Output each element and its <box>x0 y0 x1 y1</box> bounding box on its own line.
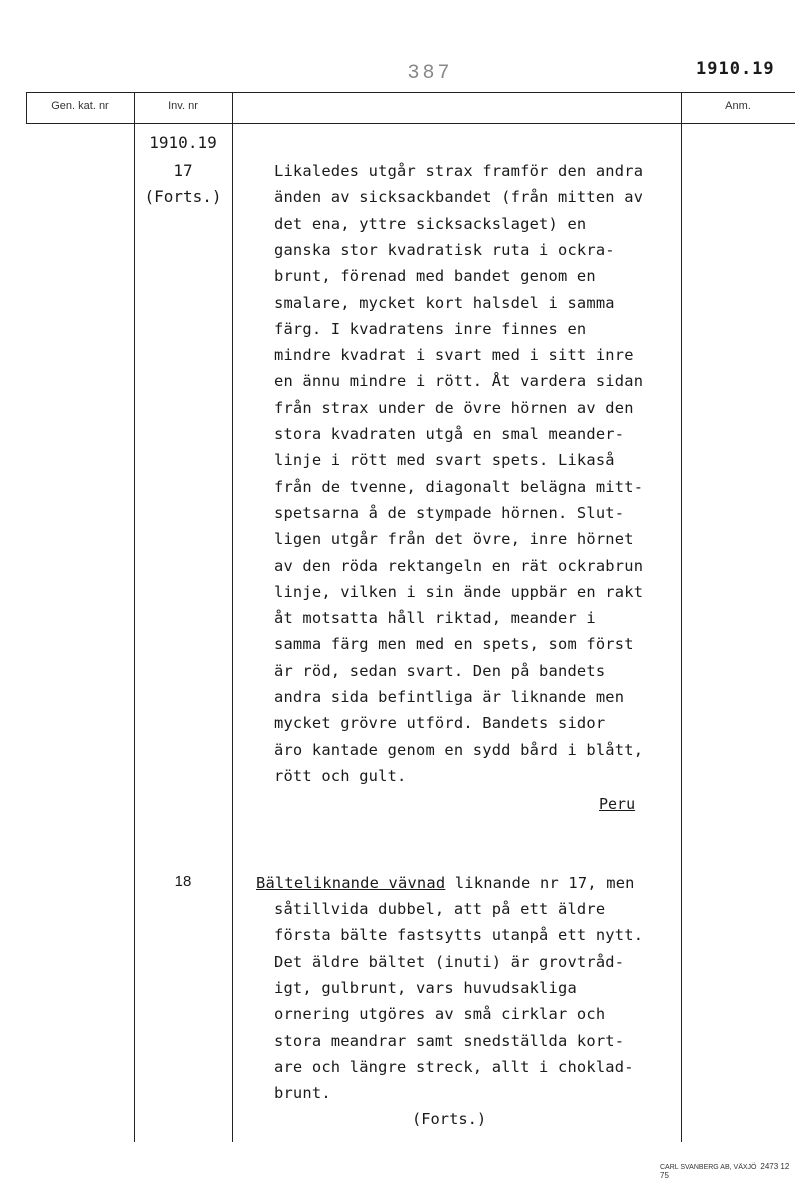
header-bottom-rule <box>26 123 795 124</box>
entry2-text-line: såtillvida dubbel, att på ett äldre <box>274 900 606 918</box>
entry2-text-line: första bälte fastsytts utanpå ett nytt. <box>274 926 644 945</box>
entry1-text-line: från de tvenne, diagonalt belägna mitt- <box>274 477 644 496</box>
entry2-text-line: Det äldre bältet (inuti) är grovtråd- <box>274 952 625 971</box>
entry1-text-line: andra sida befintliga är liknande men <box>274 688 625 706</box>
entry1-text-line: änden av sicksackbandet (från mitten av <box>274 188 644 207</box>
entry1-catalog: 1910.19 <box>149 133 217 152</box>
printer-imprint <box>660 1162 795 1180</box>
entry2-title: Bälteliknande vävnad <box>256 874 446 892</box>
entry2-text-line: stora meandrar samt snedställda kort- <box>274 1031 625 1050</box>
column-rule-text-anm <box>681 92 682 1142</box>
printer-name: CARL SVANBERG AB, VÄXJÖ <box>660 1164 757 1171</box>
entry1-continued: (Forts.) <box>144 187 222 206</box>
entry1-text-line: äro kantade genom en sydd bård i blått, <box>274 740 644 759</box>
column-header-anm: Anm. <box>725 100 751 112</box>
entry1-text-line: brunt, förenad med bandet genom en <box>274 267 596 286</box>
catalog-reference: 1910.19 <box>696 59 775 79</box>
entry1-number: 17 <box>173 161 193 180</box>
page-number: 387 <box>407 62 453 85</box>
entry1-text-line: ligen utgår från det övre, inre hörnet <box>274 530 634 549</box>
entry1-text-line: mycket grövre utförd. Bandets sidor <box>274 714 606 733</box>
entry1-text-line: av den röda rektangeln en rät ockrabrun <box>274 556 644 575</box>
entry1-text-line: mindre kvadrat i svart med i sitt inre <box>274 346 634 365</box>
column-rule-gen-inv <box>134 92 135 1142</box>
entry1-text-line: färg. I kvadratens inre finnes en <box>274 319 587 338</box>
column-header-gen-kat-nr: Gen. kat. nr <box>51 100 109 112</box>
entry1-text-line: stora kvadraten utgå en smal meander- <box>274 425 625 443</box>
column-rule-inv-text <box>232 92 233 1142</box>
entry1-text-line: rött och gult. <box>274 766 407 785</box>
entry2-number: 18 <box>174 873 192 890</box>
entry1-text-line: Likaledes utgår strax framför den andra <box>274 162 644 180</box>
form-code: 2473 12 75 <box>660 1162 790 1180</box>
entry1-text-line: samma färg men med en spets, som först <box>274 635 634 654</box>
entry2-text-line: igt, gulbrunt, vars huvudsakliga <box>274 978 577 997</box>
entry1-text-line: linje i rött med svart spets. Likaså <box>274 451 615 470</box>
entry2-text-line: brunt. <box>274 1084 331 1103</box>
column-rule-left <box>26 92 27 123</box>
entry1-text-line: åt motsatta håll riktad, meander i <box>274 609 596 628</box>
entry1-text-line: spetsarna å de stympade hörnen. Slut- <box>274 503 625 522</box>
column-header-inv-nr: Inv. nr <box>168 100 198 112</box>
entry1-text-line: en ännu mindre i rött. Åt vardera sidan <box>274 372 644 391</box>
entry2-first-line-rest: liknande nr 17, men <box>445 874 635 892</box>
entry2-first-line <box>256 870 635 896</box>
header-top-rule <box>26 92 795 93</box>
entry1-text-line: ganska stor kvadratisk ruta i ockra- <box>274 240 615 259</box>
entry1-text-line: är röd, sedan svart. Den på bandets <box>274 661 606 680</box>
entry1-origin: Peru <box>599 795 636 813</box>
entry1-text-line: från strax under de övre hörnen av den <box>274 398 634 417</box>
entry2-text-line: ornering utgöres av små cirklar och <box>274 1005 606 1024</box>
entry1-text-line: det ena, yttre sicksackslaget) en <box>274 214 587 233</box>
entry1-text-line: linje, vilken i sin ände uppbär en rakt <box>274 582 644 601</box>
entry2-text-line: are och längre streck, allt i choklad- <box>274 1057 634 1076</box>
entry2-continued: (Forts.) <box>412 1110 487 1128</box>
entry1-text-line: smalare, mycket kort halsdel i samma <box>274 293 615 312</box>
